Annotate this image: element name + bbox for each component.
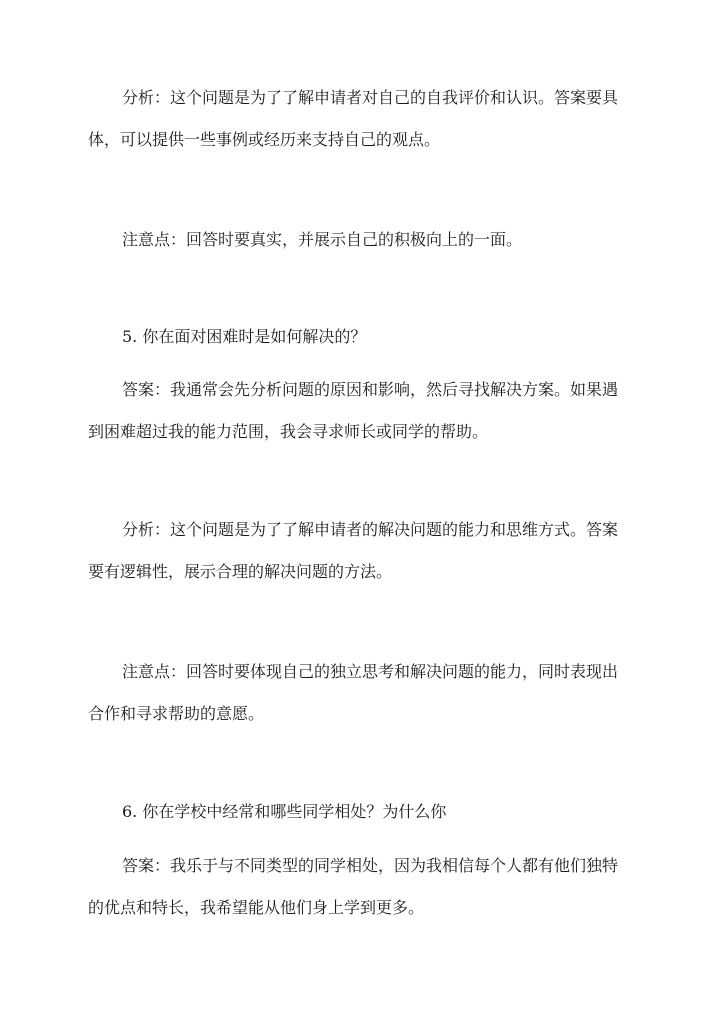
answer-paragraph: 答案：我乐于与不同类型的同学相处，因为我相信每个人都有他们独特的优点和特长，我希望能从他们身上学到更多。 [88,856,619,917]
analysis-paragraph: 分析：这个问题是为了了解申请者对自己的自我评价和认识。答案要具体，可以提供一些事例或经历来支持自己的观点。 [88,88,619,149]
note-paragraph: 注意点：回答时要体现自己的独立思考和解决问题的能力，同时表现出合作和寻求帮助的意愿。 [88,662,619,723]
note-paragraph: 注意点：回答时要真实，并展示自己的积极向上的一面。 [122,230,523,249]
analysis-paragraph: 分析：这个问题是为了了解申请者的解决问题的能力和思维方式。答案要有逻辑性，展示合理的解决问题的方法。 [88,520,619,581]
question-heading: 5. 你在面对困难时是如何解决的？ [122,327,367,346]
answer-paragraph: 答案：我通常会先分析问题的原因和影响，然后寻找解决方案。如果遇到困难超过我的能力范围，我会寻求师长或同学的帮助。 [88,380,619,441]
question-heading: 6. 你在学校中经常和哪些同学相处？为什么你 [122,802,447,821]
